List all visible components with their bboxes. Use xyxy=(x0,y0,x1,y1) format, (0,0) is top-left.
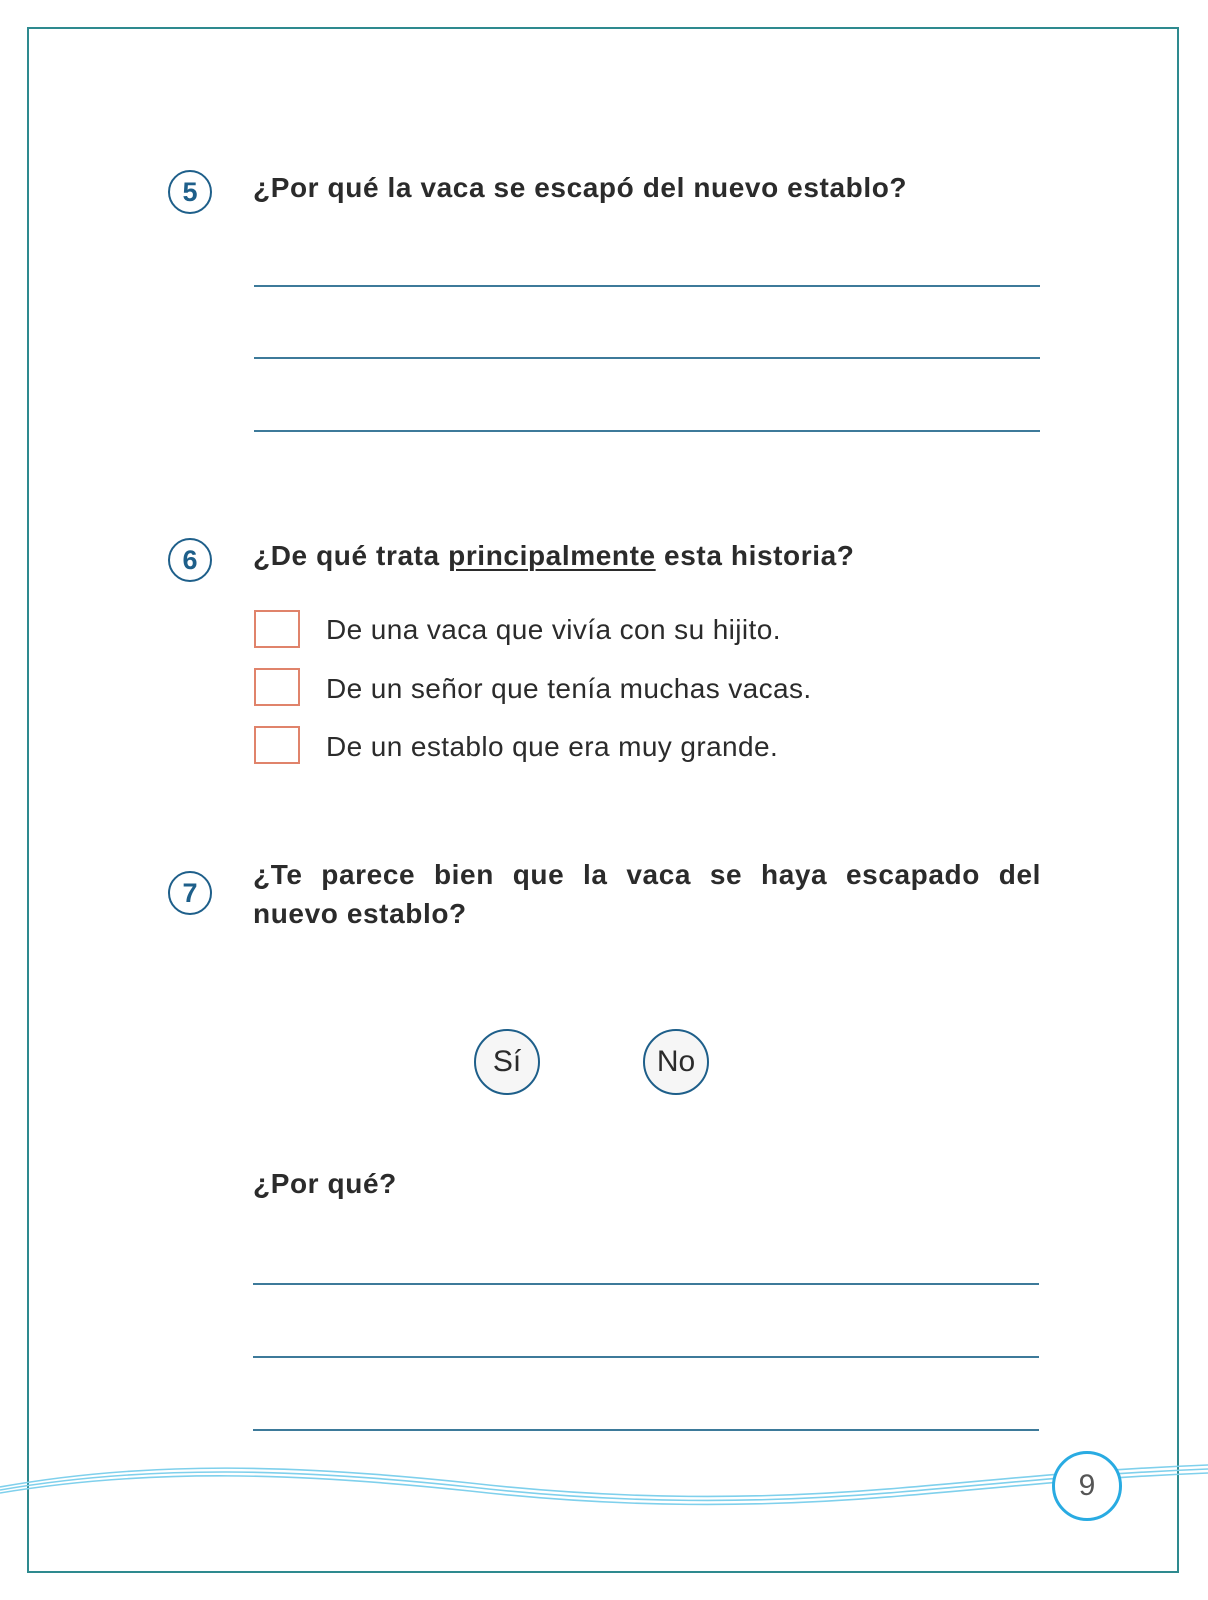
question-6-underlined-word: principalmente xyxy=(448,540,656,571)
question-6-text-before: ¿De qué trata xyxy=(253,540,449,571)
option-checkbox-1[interactable] xyxy=(254,610,300,648)
option-checkbox-2[interactable] xyxy=(254,668,300,706)
question-5-number: 5 xyxy=(168,170,212,214)
question-6-text-after: esta historia? xyxy=(655,540,855,571)
page-frame xyxy=(27,27,1179,1573)
question-6-number: 6 xyxy=(168,538,212,582)
answer-line-q5-1[interactable] xyxy=(254,285,1040,287)
answer-line-q5-3[interactable] xyxy=(254,430,1040,432)
why-label: ¿Por qué? xyxy=(253,1168,397,1199)
answer-line-q5-2[interactable] xyxy=(254,357,1040,359)
option-label-2: De un señor que tenía muchas vacas. xyxy=(326,673,812,704)
decorative-wave xyxy=(0,1440,1208,1520)
no-option[interactable]: No xyxy=(643,1029,709,1095)
yes-option[interactable]: Sí xyxy=(474,1029,540,1095)
answer-line-q7-3[interactable] xyxy=(253,1429,1039,1431)
page-number: 9 xyxy=(1052,1451,1122,1521)
option-label-3: De un establo que era muy grande. xyxy=(326,731,779,762)
answer-line-q7-2[interactable] xyxy=(253,1356,1039,1358)
question-5-text: ¿Por qué la vaca se escapó del nuevo establo? xyxy=(253,172,908,203)
question-7-text: ¿Te parece bien que la vaca se haya escapado del nuevo establo? xyxy=(253,859,1041,929)
question-6-text xyxy=(253,540,855,572)
option-checkbox-3[interactable] xyxy=(254,726,300,764)
option-label-1: De una vaca que vivía con su hijito. xyxy=(326,614,781,645)
answer-line-q7-1[interactable] xyxy=(253,1283,1039,1285)
question-7-number: 7 xyxy=(168,871,212,915)
